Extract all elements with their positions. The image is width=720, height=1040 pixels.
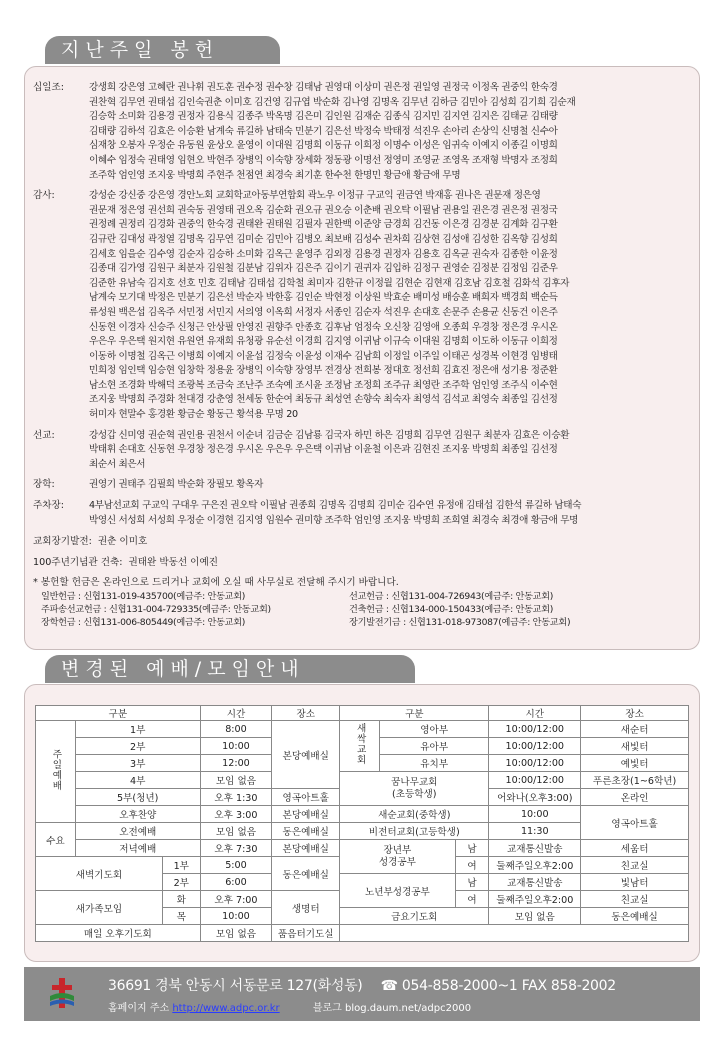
- row-time: 10:00: [489, 806, 581, 823]
- blog-text: 블로그 blog.daum.net/adpc2000: [312, 1003, 472, 1014]
- row-time: 교재통신발송: [489, 840, 581, 857]
- row-label: 2부: [75, 738, 200, 755]
- row-place: 동은예배실: [581, 908, 689, 925]
- row-label: 꿈나무교회 (초등학생): [340, 772, 489, 806]
- row-label: 새순교회(중학생): [340, 806, 489, 823]
- offering-label: 선교:: [33, 429, 55, 441]
- church-logo-icon: [48, 976, 76, 1012]
- address-text: 36691 경북 안동시 서동문로 127(화성동): [108, 978, 363, 994]
- offering-row-thanks: [33, 189, 689, 423]
- header-category: 구분: [340, 706, 489, 721]
- row-time: 12:00: [200, 755, 272, 772]
- offering-label: 장학:: [33, 479, 55, 491]
- table-row: [36, 721, 689, 738]
- row-time: 10:00: [200, 738, 272, 755]
- worship-panel: [24, 684, 700, 962]
- row-gender: 남: [455, 874, 489, 891]
- footer: [24, 967, 700, 1021]
- saessak-label: 새싹교회: [340, 721, 380, 772]
- row-time: 모임 없음: [200, 925, 272, 942]
- table-row: [36, 772, 689, 789]
- row-time: 10:00/12:00: [489, 738, 581, 755]
- row-label: 5부(청년): [75, 789, 200, 806]
- offering-label: 감사:: [33, 190, 55, 202]
- account-item: 주파송선교헌금 : 신협131-004-729335(예금주: 안동교회): [41, 604, 271, 616]
- row-label: 목: [162, 908, 200, 925]
- homepage-label: 홈페이지 주소: [108, 1003, 170, 1014]
- offering-row-longterm: [33, 534, 689, 549]
- offering-names: 강생희 강은영 고혜란 권나휘 권도훈 권수정 권수창 김태남 권영대 이상미 권은정 권일영 권정국 이정옥 권중익 한숙경 권찬혁 김무연 권태섭 김인숙권춘 이미호 김건영 김규엽 박순화 김나영 김명옥 김무년 김하금 김민아 김성희 김기희 김순재 김승학 소미화 김용경 권정자 김용식 김종주 박옥명 김은미 김인원 김재순 김종식 김지민 김지연 김지은 김태균 김태량 김태량 김하석 김효은 이승환 남계숙 류길하 남태숙 민분기 김은선 박정숙 박태정 석진우 손아리 손상익 신명철 신수아 심재창 오봉자 우정순 유동원 윤상오 윤영이 이대원 김명희 이동규 이희정 이명수 이성은 임귀숙 이예지 이종길 이명희 이혜수 임정숙 권태영 임현오 박현주 장병익 이숙향 장세화 정동광 이명선 정영미 조영균 조영옥 조재형 박명자 조정희 조주학 엄인영 조지웅 박명희 주현주 천점연 최경숙 최기훈 한수천 한명민 황금애 황금애 무명: [89, 82, 576, 181]
- header-time: 시간: [489, 706, 581, 721]
- row-label: 2부: [162, 874, 200, 891]
- offering-section-title: 지난주일 봉헌: [45, 36, 280, 64]
- row-time: 11:30: [489, 823, 581, 840]
- row-time: 오후 3:00: [200, 806, 272, 823]
- sunday-label: 주일예배: [36, 721, 76, 823]
- offering-label: 십일조:: [33, 82, 65, 93]
- worship-schedule-table: [35, 705, 689, 942]
- empty-cell: [340, 925, 689, 942]
- wednesday-label: 수요: [36, 823, 76, 857]
- row-time: 오후 1:30: [200, 789, 272, 806]
- row-label: 오전예배: [75, 823, 200, 840]
- row-label: 화: [162, 891, 200, 908]
- row-label: 금요기도회: [340, 908, 489, 925]
- offering-label: 주차장:: [33, 500, 65, 512]
- row-time: 모임 없음: [200, 823, 272, 840]
- row-place: 빛남터: [581, 874, 689, 891]
- row-place: 본당예배실: [272, 806, 340, 823]
- row-time: 5:00: [200, 857, 272, 874]
- row-time: 오후 7:00: [200, 891, 272, 908]
- header-place: 장소: [272, 706, 340, 721]
- row-time: 모임 없음: [489, 908, 581, 925]
- offering-names: 권춘 이미호: [97, 536, 148, 548]
- row-place: 새순터: [581, 721, 689, 738]
- row-place: 영곡아트홀: [581, 806, 689, 840]
- offering-names: 강성순 강신중 강은영 경안노회 교회학교아동부연합회 곽노우 이정규 구교익 권금연 박재홍 권나은 권문재 정은영 권문재 정은영 권선희 권숙동 권영태 권오옥 김순화 권오규 권오승 이춘배 권오탁 이필남 권용일 권은경 권은정 권정국 권정례 권정리 김경화 권중익 한숙경 권태완 권태원 김필자 권한백 이준양 금경희 김건동 이은경 김경분 김계화 김구환 김규란 김대성 곽정열 김명옥 김무연 김미순 김민아 김병오 최보배 김성수 권차희 김상현 김성애 김성한 김옥향 김성희 김세호 임을순 김수영 김순자 김승하 소미화 김옥근 윤영주 김외정 김용경 권정자 김용호 김옥균 권숙자 김종한 이윤정 김종대 김가영 김원구 최분자 김원철 김분남 김위자 김은주 김이기 권귀자 김입하 김정구 권영순 김정분 김정임 김준우 김준한 유남숙 김지호 선호 민호 김태남 김태섭 김학철 최미자 김한규 이정월 김현순 김현재 김호남 김호철 김화석 김후자 남계숙 모기대 박정은 민분기 김은선 박순자 박한홍 김인순 박현정 이상원 박효순 배미성 배승훈 배희자 백경희 백순득 류성원 백은섭 김옥주 서민정 서민지 서의영 이옥희 서정자 서종인 김순자 석진우 손대호 손문주 손용균 신동건 이은주 신동현 이경자 신승주 신청근 안상필 안영진 권향주 안종호 김후남 엄정숙 오신창 김영애 오종희 우경창 정은경 우시온 우은우 우은택 원지현 유원연 유재희 유청광 유순선 이경희 김지영 이귀남 이규숙 이대원 김명희 이도하 이동규 이희정 이동하 이명철 김옥근 이병희 이예지 이윤섭 김정숙 이윤성 이재수 김남희 이정일 이주일 이태곤 성경복 이현경 임병태 민희정 임인택 임승현 임창학 정용윤 장병익 이숙향 장영부 전경상 전희봉 정대호 정선희 김효진 정은애 성기용 정준환 남소현 조경화 박해덕 조광복 조금숙 조난주 조숙예 조시윤 조정남 조정희 조주규 최영란 조주학 엄인영 조주식 이수현 조지웅 박명희 주경화 천대경 강춘영 천세동 한순여 최동규 최성연 손향숙 최숙자 최영석 김석교 최영숙 최종일 김선정 허미자 현말수 홍경환 황금순 황동근 황석용 무명 20: [89, 190, 570, 421]
- row-time: 6:00: [200, 874, 272, 891]
- row-time: 모임 없음: [200, 772, 272, 789]
- offering-label: 100주년기념관 건축:: [33, 557, 123, 569]
- offering-names: 4부남선교회 구교익 구대우 구은진 권오탁 이필남 권종희 김명옥 김명희 김미순 김수연 유정애 김태섭 김한석 류길하 남태숙 박영신 서성희 서성희 우정순 이경현 김지영 임원수 권미향 조주학 엄인영 조지웅 박명희 조희열 최경숙 최경애 황금애 무명: [89, 500, 582, 526]
- table-row: [36, 840, 689, 857]
- table-row: [36, 806, 689, 823]
- row-time: 둘째주일오후2:00: [489, 857, 581, 874]
- row-place: 친교실: [581, 891, 689, 908]
- header-time: 시간: [200, 706, 272, 721]
- row-label: 비전터교회(고등학생): [340, 823, 489, 840]
- family-label: 새가족모임: [36, 891, 163, 925]
- row-time: 10:00: [200, 908, 272, 925]
- row-gender: 여: [455, 891, 489, 908]
- row-label: 영아부: [380, 721, 489, 738]
- row-label: 장년부 성경공부: [340, 840, 455, 874]
- row-place: 세움터: [581, 840, 689, 857]
- row-label: 저녁예배: [75, 840, 200, 857]
- phone-text: ☎ 054-858-2000~1 FAX 858-2002: [380, 978, 616, 994]
- offering-names: 권영기 권태주 김필희 박순화 장필모 황옥자: [89, 479, 264, 491]
- row-place: 본당예배실: [272, 840, 340, 857]
- web-links: [108, 999, 471, 1014]
- row-label: 오후찬양: [75, 806, 200, 823]
- row-place: 동은예배실: [272, 857, 340, 891]
- offering-row-tithe: [33, 81, 689, 183]
- row-place: 예빛터: [581, 755, 689, 772]
- row-place: 친교실: [581, 857, 689, 874]
- row-place: 푸른초장(1~6학년): [581, 772, 689, 789]
- header-category: 구분: [36, 706, 201, 721]
- table-header-row: [36, 706, 689, 721]
- account-item: 선교헌금 : 신협131-004-726943(예금주: 안동교회): [349, 591, 554, 603]
- row-time: 8:00: [200, 721, 272, 738]
- account-item: 장기발전기금 : 신협131-018-973087(예금주: 안동교회): [349, 617, 571, 629]
- row-place: 동은예배실: [272, 823, 340, 840]
- row-place: 본당예배실: [272, 721, 340, 789]
- row-time: 둘째주일오후2:00: [489, 891, 581, 908]
- row-place: 영곡아트홀: [272, 789, 340, 806]
- account-item: 일반헌금 : 신협131-019-435700(예금주: 안동교회): [41, 591, 246, 603]
- offering-row-mission: [33, 429, 689, 473]
- offering-row-parking: [33, 499, 689, 528]
- row-label: 1부: [75, 721, 200, 738]
- row-time: 10:00/12:00: [489, 755, 581, 772]
- row-time: 오후 7:30: [200, 840, 272, 857]
- row-time: 10:00/12:00: [489, 721, 581, 738]
- row-time: 교재통신발송: [489, 874, 581, 891]
- offering-label: 교회장기발전:: [33, 536, 92, 548]
- account-item: 장학헌금 : 신협131-006-805449(예금주: 안동교회): [41, 617, 246, 629]
- row-place: 새빛터: [581, 738, 689, 755]
- worship-section-title: 변경된 예배/모임안내: [45, 655, 415, 683]
- dawn-label: 새벽기도회: [36, 857, 163, 891]
- row-label: 노년부성경공부: [340, 874, 455, 908]
- row-label: 4부: [75, 772, 200, 789]
- row-place: 품음터기도실: [272, 925, 340, 942]
- row-label: 유치부: [380, 755, 489, 772]
- account-item: 건축헌금 : 신협134-000-150433(예금주: 안동교회): [349, 604, 554, 616]
- offering-row-anniversary: [33, 555, 689, 570]
- row-place: 온라인: [581, 789, 689, 806]
- offering-note: * 봉헌할 헌금은 온라인으로 드리거나 교회에 오실 때 사무실로 전달해 주시기 바랍니다.: [33, 577, 399, 589]
- header-place: 장소: [581, 706, 689, 721]
- offering-names: 권태완 박동선 이예진: [128, 557, 218, 569]
- offering-panel: [24, 66, 700, 650]
- row-time: 10:00/12:00: [489, 772, 581, 789]
- offering-names: 강성갑 신미영 권순혁 권인용 권천서 이순녀 김금순 김남룡 김국자 하민 하은 김명희 김무연 김원구 최분자 김효은 이승환 박태휘 손대호 신동현 우경창 정은경 우시온 우은우 우은택 이귀남 이윤철 이은과 김현진 조지웅 박명희 최종일 김선정 최순서 최은서: [89, 429, 570, 470]
- table-row: [36, 925, 689, 942]
- row-label: 매일 오후기도회: [36, 925, 201, 942]
- row-gender: 여: [455, 857, 489, 874]
- row-label: 3부: [75, 755, 200, 772]
- account-list: [33, 590, 689, 629]
- homepage-link[interactable]: http://www.adpc.or.kr: [172, 1003, 280, 1014]
- row-label: 1부: [162, 857, 200, 874]
- row-label: 유아부: [380, 738, 489, 755]
- offering-row-scholarship: [33, 478, 689, 493]
- row-place: 생명터: [272, 891, 340, 925]
- row-time: 어와나(오후3:00): [489, 789, 581, 806]
- church-address: [108, 975, 616, 995]
- row-gender: 남: [455, 840, 489, 857]
